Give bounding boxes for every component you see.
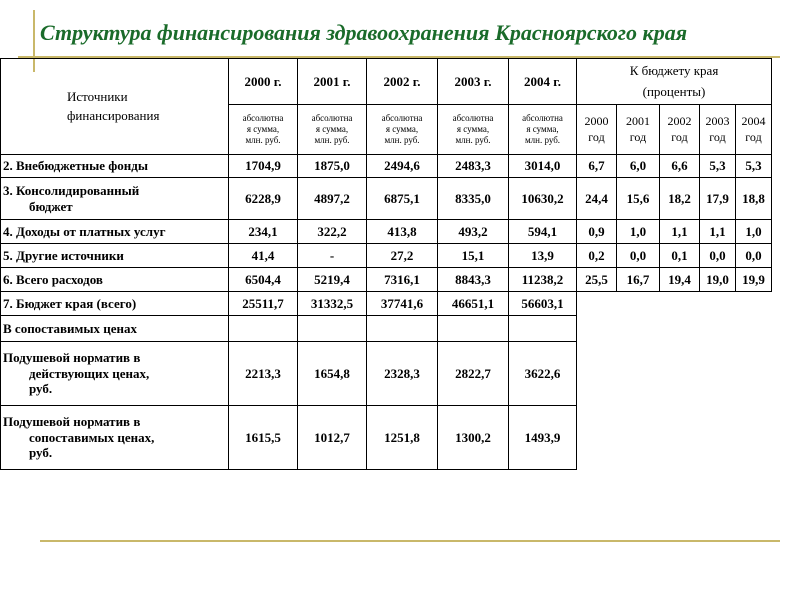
row-label-line: 5. Другие источники bbox=[3, 247, 124, 263]
empty-cell bbox=[577, 292, 772, 316]
row-label bbox=[1, 244, 229, 268]
abs-value: 25511,7 bbox=[229, 292, 298, 316]
unit-header-line: я сумма, bbox=[456, 123, 490, 134]
pct-value: 0,0 bbox=[736, 244, 772, 268]
abs-value: 322,2 bbox=[298, 220, 367, 244]
year-header: 2002 г. bbox=[367, 59, 438, 105]
table-row bbox=[1, 155, 772, 178]
abs-value bbox=[229, 316, 298, 342]
pct-value: 1,1 bbox=[700, 220, 736, 244]
unit-header bbox=[367, 105, 438, 155]
pct-value: 15,6 bbox=[617, 178, 660, 220]
abs-value: 413,8 bbox=[367, 220, 438, 244]
abs-value bbox=[298, 316, 367, 342]
pct-year-header-line: год bbox=[588, 129, 605, 144]
abs-value: 2213,3 bbox=[229, 342, 298, 406]
percent-header-line: К бюджету края bbox=[629, 62, 719, 78]
unit-header bbox=[509, 105, 577, 155]
abs-value: 1012,7 bbox=[298, 406, 367, 470]
abs-value bbox=[438, 316, 509, 342]
sources-header-line: финансирования bbox=[67, 107, 160, 123]
table-row bbox=[1, 220, 772, 244]
row-label bbox=[1, 342, 229, 406]
pct-year-header-line: год bbox=[745, 129, 762, 144]
row-label bbox=[1, 292, 229, 316]
row-label-line: Подушевой норматив в bbox=[3, 414, 141, 430]
year-header: 2004 г. bbox=[509, 59, 577, 105]
pct-year-header bbox=[736, 105, 772, 155]
abs-value: 4897,2 bbox=[298, 178, 367, 220]
unit-header-line: абсолютна bbox=[311, 112, 353, 123]
pct-year-header-line: 2001 bbox=[626, 113, 650, 128]
abs-value: 31332,5 bbox=[298, 292, 367, 316]
unit-header-line: абсолютна bbox=[452, 112, 494, 123]
sources-header bbox=[1, 59, 229, 155]
abs-value: 37741,6 bbox=[367, 292, 438, 316]
pct-value: 0,1 bbox=[660, 244, 700, 268]
pct-value: 0,9 bbox=[577, 220, 617, 244]
abs-value: 10630,2 bbox=[509, 178, 577, 220]
abs-value: 46651,1 bbox=[438, 292, 509, 316]
pct-value: 0,2 bbox=[577, 244, 617, 268]
unit-header-line: я сумма, bbox=[246, 123, 280, 134]
row-label-line: 3. Консолидированный bbox=[3, 182, 140, 198]
unit-header-line: я сумма, bbox=[526, 123, 559, 134]
abs-value: 1493,9 bbox=[509, 406, 577, 470]
row-label-line: В сопоставимых ценах bbox=[3, 320, 138, 336]
abs-value: 1615,5 bbox=[229, 406, 298, 470]
header-row-years bbox=[1, 59, 772, 105]
financing-table bbox=[0, 58, 772, 470]
unit-header-line: млн. руб. bbox=[245, 135, 281, 146]
unit-header-line: млн. руб. bbox=[384, 135, 420, 146]
sources-header-line: Источники bbox=[67, 89, 128, 105]
pct-value: 1,0 bbox=[736, 220, 772, 244]
table-row bbox=[1, 316, 772, 342]
row-label bbox=[1, 268, 229, 292]
abs-value: 2483,3 bbox=[438, 155, 509, 178]
abs-value: 6504,4 bbox=[229, 268, 298, 292]
unit-header bbox=[298, 105, 367, 155]
abs-value: 11238,2 bbox=[509, 268, 577, 292]
abs-value bbox=[367, 316, 438, 342]
unit-header-line: абсолютна bbox=[381, 112, 423, 123]
unit-header-line: млн. руб. bbox=[524, 135, 561, 146]
pct-value: 6,7 bbox=[577, 155, 617, 178]
table-row bbox=[1, 292, 772, 316]
abs-value: 3014,0 bbox=[509, 155, 577, 178]
table-row bbox=[1, 342, 772, 406]
abs-value: 13,9 bbox=[509, 244, 577, 268]
pct-value: 24,4 bbox=[577, 178, 617, 220]
pct-value: 5,3 bbox=[700, 155, 736, 178]
year-header: 2000 г. bbox=[229, 59, 298, 105]
year-header: 2001 г. bbox=[298, 59, 367, 105]
row-label-line: 4. Доходы от платных услуг bbox=[3, 223, 166, 239]
table-row bbox=[1, 406, 772, 470]
abs-value: 6875,1 bbox=[367, 178, 438, 220]
row-label bbox=[1, 316, 229, 342]
abs-value: 1875,0 bbox=[298, 155, 367, 178]
pct-value: 6,6 bbox=[660, 155, 700, 178]
row-label-line: руб. bbox=[29, 445, 53, 461]
abs-value: - bbox=[298, 244, 367, 268]
row-label-line: действующих ценах, bbox=[29, 365, 150, 381]
pct-year-header-line: 2000 bbox=[584, 113, 609, 128]
unit-header bbox=[438, 105, 509, 155]
abs-value: 7316,1 bbox=[367, 268, 438, 292]
empty-cell bbox=[577, 342, 772, 406]
row-label-line: сопоставимых ценах, bbox=[29, 429, 155, 445]
abs-value: 5219,4 bbox=[298, 268, 367, 292]
abs-value: 3622,6 bbox=[509, 342, 577, 406]
table-row bbox=[1, 244, 772, 268]
pct-year-header-line: год bbox=[709, 129, 726, 144]
unit-header-line: абсолютна bbox=[242, 112, 284, 123]
row-label bbox=[1, 220, 229, 244]
pct-value: 17,9 bbox=[700, 178, 736, 220]
abs-value: 2328,3 bbox=[367, 342, 438, 406]
empty-cell bbox=[577, 406, 772, 470]
pct-value: 0,0 bbox=[617, 244, 660, 268]
pct-year-header bbox=[577, 105, 617, 155]
unit-header-line: млн. руб. bbox=[455, 135, 491, 146]
pct-value: 19,0 bbox=[700, 268, 736, 292]
percent-header-line: (проценты) bbox=[642, 83, 706, 99]
abs-value: 1704,9 bbox=[229, 155, 298, 178]
row-label-line: бюджет bbox=[29, 198, 73, 214]
abs-value bbox=[509, 316, 577, 342]
bottom-rule bbox=[40, 540, 780, 542]
abs-value: 1251,8 bbox=[367, 406, 438, 470]
unit-header bbox=[229, 105, 298, 155]
pct-value: 25,5 bbox=[577, 268, 617, 292]
row-label-line: Подушевой норматив в bbox=[3, 350, 141, 366]
pct-value: 1,1 bbox=[660, 220, 700, 244]
abs-value: 8843,3 bbox=[438, 268, 509, 292]
abs-value: 1300,2 bbox=[438, 406, 509, 470]
abs-value: 56603,1 bbox=[509, 292, 577, 316]
pct-year-header bbox=[700, 105, 736, 155]
abs-value: 1654,8 bbox=[298, 342, 367, 406]
pct-year-header-line: год bbox=[629, 129, 647, 144]
row-label bbox=[1, 178, 229, 220]
row-label bbox=[1, 155, 229, 178]
row-label-line: 2. Внебюджетные фонды bbox=[3, 158, 148, 174]
percent-header bbox=[577, 59, 772, 105]
unit-header-line: я сумма, bbox=[315, 123, 349, 134]
pct-year-header-line: 2002 bbox=[667, 113, 692, 128]
pct-year-header bbox=[617, 105, 660, 155]
pct-year-header-line: 2003 bbox=[705, 113, 730, 128]
pct-value: 0,0 bbox=[700, 244, 736, 268]
pct-value: 19,9 bbox=[736, 268, 772, 292]
pct-value: 1,0 bbox=[617, 220, 660, 244]
abs-value: 41,4 bbox=[229, 244, 298, 268]
year-header: 2003 г. bbox=[438, 59, 509, 105]
table-row bbox=[1, 178, 772, 220]
pct-value: 6,0 bbox=[617, 155, 660, 178]
abs-value: 234,1 bbox=[229, 220, 298, 244]
unit-header-line: млн. руб. bbox=[314, 135, 350, 146]
abs-value: 2822,7 bbox=[438, 342, 509, 406]
unit-header-line: я сумма, bbox=[385, 123, 419, 134]
row-label-line: руб. bbox=[29, 381, 53, 397]
page-title: Структура финансирования здравоохранения Красноярского края bbox=[40, 20, 688, 45]
pct-value: 5,3 bbox=[736, 155, 772, 178]
abs-value: 2494,6 bbox=[367, 155, 438, 178]
pct-value: 18,2 bbox=[660, 178, 700, 220]
empty-cell bbox=[577, 316, 772, 342]
abs-value: 6228,9 bbox=[229, 178, 298, 220]
table-row bbox=[1, 268, 772, 292]
abs-value: 27,2 bbox=[367, 244, 438, 268]
pct-year-header bbox=[660, 105, 700, 155]
abs-value: 493,2 bbox=[438, 220, 509, 244]
abs-value: 15,1 bbox=[438, 244, 509, 268]
row-label-line: 7. Бюджет края (всего) bbox=[3, 295, 137, 311]
pct-year-header-line: 2004 bbox=[741, 113, 766, 128]
pct-value: 18,8 bbox=[736, 178, 772, 220]
unit-header-line: абсолютна bbox=[522, 112, 563, 123]
pct-value: 16,7 bbox=[617, 268, 660, 292]
pct-value: 19,4 bbox=[660, 268, 700, 292]
abs-value: 8335,0 bbox=[438, 178, 509, 220]
pct-year-header-line: год bbox=[671, 129, 688, 144]
abs-value: 594,1 bbox=[509, 220, 577, 244]
row-label-line: 6. Всего расходов bbox=[3, 271, 103, 287]
row-label bbox=[1, 406, 229, 470]
